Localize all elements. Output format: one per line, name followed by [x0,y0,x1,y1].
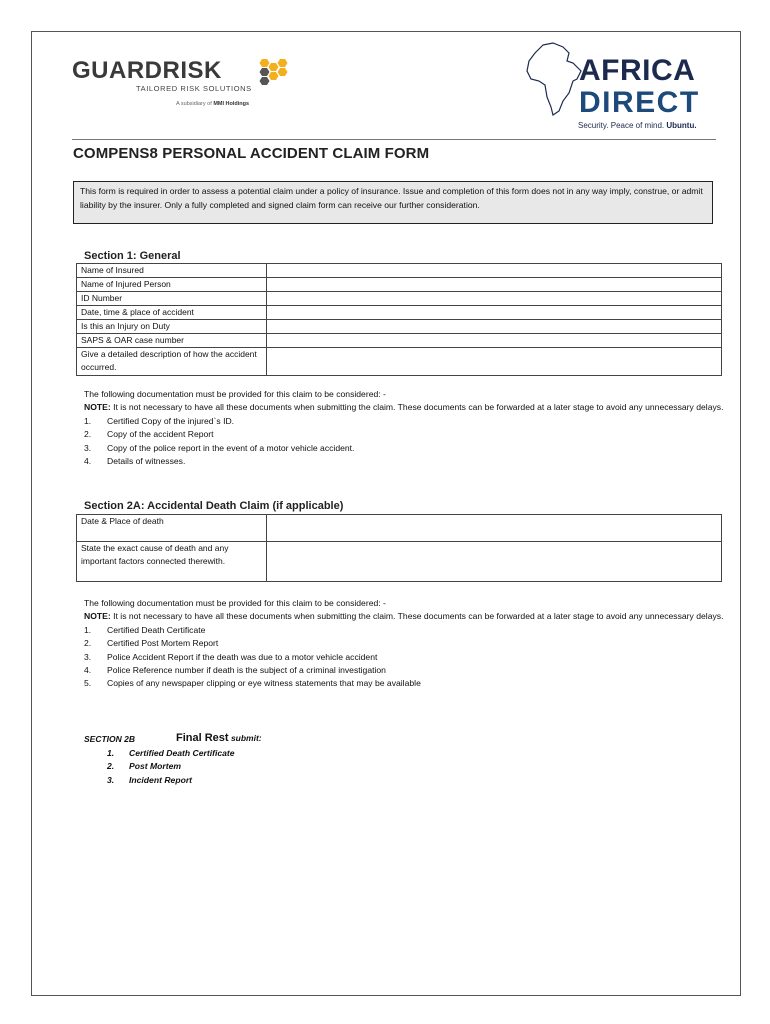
section2a-docs [84,597,724,691]
section1-table [76,263,722,376]
list-item: 3. Copy of the police report in the event of a motor vehicle accident. [84,442,355,453]
list-item: 2. Copy of the accident Report [84,429,214,440]
docs-note: NOTE: It is not necessary to have all these documents when submitting the claim. These documents can be forwarded at a later stage to avoid any unnecessary delays. [84,402,724,413]
field-input-insured[interactable] [267,264,722,278]
form-title: COMPENS8 PERSONAL ACCIDENT CLAIM FORM [73,145,430,162]
table-row [77,542,722,582]
list-item: 3. Incident Report [107,774,193,785]
africa-direct-slogan: Security. Peace of mind. Ubuntu. [578,121,697,130]
field-input-injury-on-duty[interactable] [267,320,722,334]
field-input-description[interactable] [267,348,722,376]
table-row [77,334,722,348]
field-label: SAPS & OAR case number [77,334,267,348]
field-input-saps-case[interactable] [267,334,722,348]
table-row [77,348,722,376]
field-label: Give a detailed description of how the accident occurred. [77,348,267,376]
africa-word: AFRICA [579,54,696,87]
list-item: 1. Certified Death Certificate [107,748,235,758]
table-row [77,320,722,334]
docs-note: NOTE: It is not necessary to have all these documents when submitting the claim. These documents can be forwarded at a later stage to avoid any unnecessary delays. [84,611,724,622]
section2a-table [76,514,722,582]
africa-map-icon [523,41,583,121]
section1-docs [84,388,724,468]
guardrisk-wordmark: GUARDRISK [72,57,222,84]
guardrisk-tagline: TAILORED RISK SOLUTIONS [136,84,252,93]
list-item: 4. Details of witnesses. [84,456,186,467]
section2a-heading: Section 2A: Accidental Death Claim (if applicable) [84,500,344,512]
table-row [77,306,722,320]
list-item: 1. Certified Death Certificate [84,624,206,635]
field-label: ID Number [77,292,267,306]
section2b-list [107,747,235,787]
list-item: 5. Copies of any newspaper clipping or eye witness statements that may be available [84,678,421,689]
direct-word: DIRECT [579,86,700,119]
list-item: 2. Certified Post Mortem Report [84,638,219,649]
field-label: Name of Injured Person [77,278,267,292]
field-label: State the exact cause of death and any important factors connected therewith. [77,542,267,582]
field-input-cause-of-death[interactable] [267,542,722,582]
field-input-id-number[interactable] [267,292,722,306]
docs-intro: The following documentation must be provided for this claim to be considered: - [84,389,386,399]
table-row [77,278,722,292]
field-label: Name of Insured [77,264,267,278]
section2b-title: Final Rest submit: [176,732,262,744]
field-input-death-place[interactable] [267,515,722,542]
africa-direct-logo [523,41,723,133]
list-item: 3. Police Accident Report if the death was due to a motor vehicle accident [84,651,378,662]
list-item: 1. Certified Copy of the injured`s ID. [84,415,235,426]
list-item: 4. Police Reference number if death is the subject of a criminal investigation [84,665,386,676]
guardrisk-subsidiary: A subsidiary of MMI Holdings [176,101,250,107]
field-label: Is this an Injury on Duty [77,320,267,334]
docs-intro: The following documentation must be provided for this claim to be considered: - [84,598,386,608]
field-input-accident-details[interactable] [267,306,722,320]
header-divider [72,139,716,140]
field-input-injured-person[interactable] [267,278,722,292]
notice-box: This form is required in order to assess a potential claim under a policy of insurance. Issue and completion of this form does not in any way imply, construe, or admit liability by the insurer. Only a fully completed and signed claim form can receive our further consideration. [73,181,713,224]
field-label: Date & Place of death [77,515,267,542]
field-label: Date, time & place of accident [77,306,267,320]
honeycomb-icon [256,58,292,91]
section1-heading: Section 1: General [84,250,181,262]
section2b-label: SECTION 2B [84,734,136,744]
table-row [77,292,722,306]
table-row [77,515,722,542]
table-row [77,264,722,278]
list-item: 2. Post Mortem [107,761,182,772]
guardrisk-logo [72,57,252,107]
